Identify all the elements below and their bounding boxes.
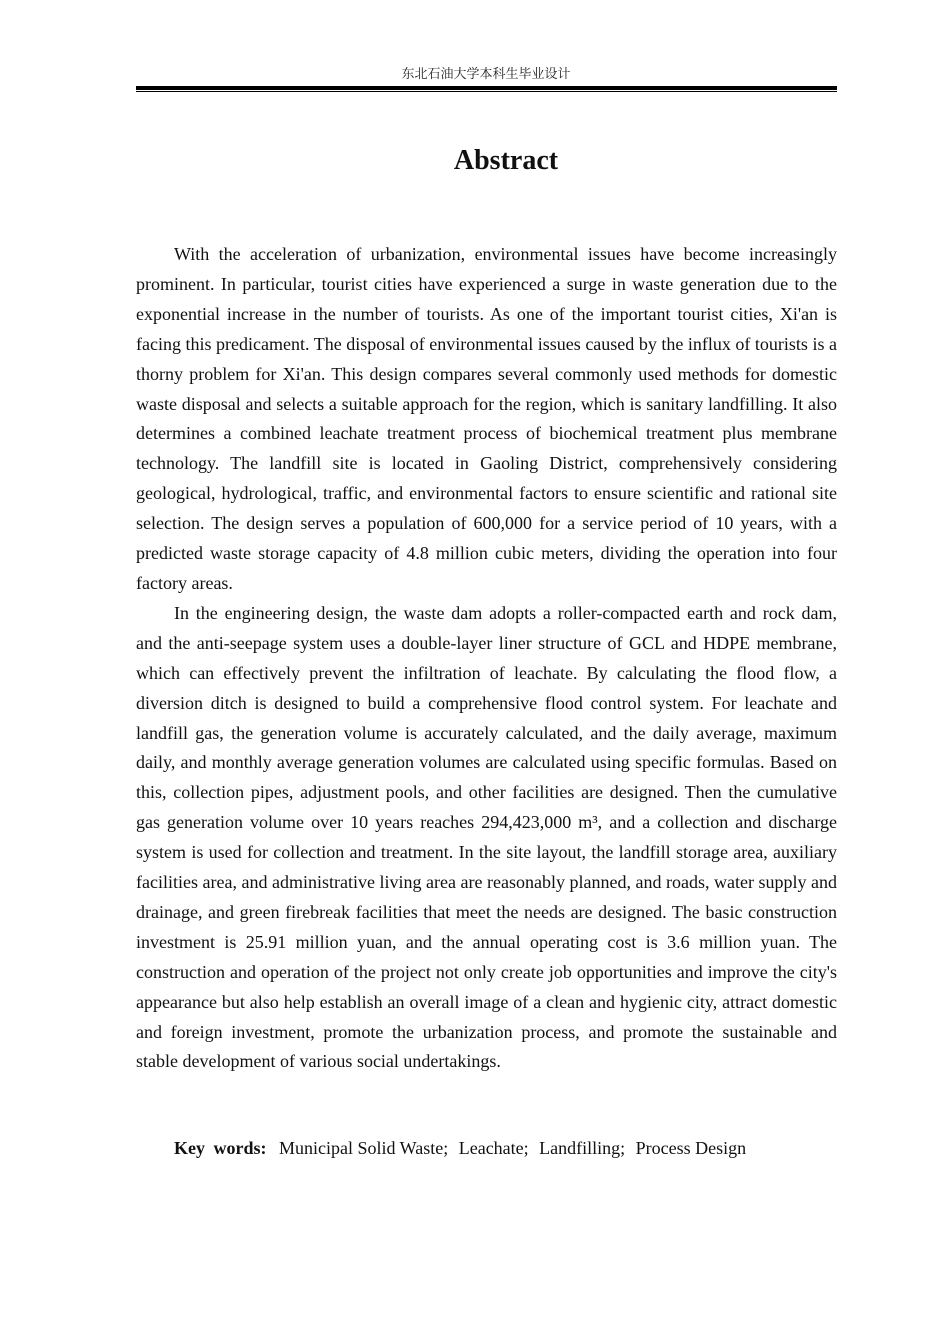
- abstract-paragraph-2: In the engineering design, the waste dam adopts a roller-compacted earth and rock dam, and the anti-seepage system uses a double-layer liner structure of GCL and HDPE membrane, which can effectively prevent the infiltration of leachate. By calculating the flood flow, a diversion ditch is designed to build a comprehensive flood control system. For leachate and landfill gas, the generation volume is accurately calculated, and the daily average, maximum daily, and monthly average generation volumes are calculated using specific formulas. Based on this, collection pipes, adjustment pools, and other facilities are designed. Then the cumulative gas generation volume over 10 years reaches 294,423,000 m³, and a collection and discharge system is used for collection and treatment. In the site layout, the landfill storage area, auxiliary facilities area, and administrative living area are reasonably planned, and roads, water supply and drainage, and green firebreak facilities that meet the needs are designed. The basic construction investment is 25.91 million yuan, and the annual operating cost is 3.6 million yuan. The construction and operation of the project not only create job opportunities and improve the city's appearance but also help establish an overall image of a clean and hygienic city, attract domestic and foreign investment, promote the urbanization process, and promote the sustainable and stable development of various social undertakings.: [136, 602, 837, 1072]
- keyword-item: Municipal Solid Waste;: [279, 1138, 449, 1158]
- header-rule-thick: [136, 86, 837, 90]
- abstract-body: [136, 240, 837, 1077]
- keyword-item: Leachate;: [458, 1138, 529, 1158]
- keyword-item: Process Design: [635, 1138, 747, 1158]
- keywords-label: Key words:: [174, 1138, 267, 1158]
- running-header: 东北石油大学本科生毕业设计: [401, 67, 571, 82]
- keyword-item: Landfilling;: [539, 1138, 626, 1158]
- abstract-paragraph-1: With the acceleration of urbanization, environmental issues have become increasingly prominent. In particular, tourist cities have experienced a surge in waste generation due to the exponential increase in the number of tourists. As one of the important tourist cities, Xi'an is facing this predicament. The disposal of environmental issues caused by the influx of tourists is a thorny problem for Xi'an. This design compares several commonly used methods for domestic waste disposal and selects a suitable approach for the region, which is sanitary landfilling. It also determines a combined leachate treatment process of biochemical treatment plus membrane technology. The landfill site is located in Gaoling District, comprehensively considering geological, hydrological, traffic, and environmental factors to ensure scientific and rational site selection. The design serves a population of 600,000 for a service period of 10 years, with a predicted waste storage capacity of 4.8 million cubic meters, dividing the operation into four factory areas.: [136, 244, 837, 593]
- header-rule-thin: [136, 91, 837, 92]
- keywords-line: [174, 1134, 746, 1163]
- abstract-title: Abstract: [453, 145, 559, 176]
